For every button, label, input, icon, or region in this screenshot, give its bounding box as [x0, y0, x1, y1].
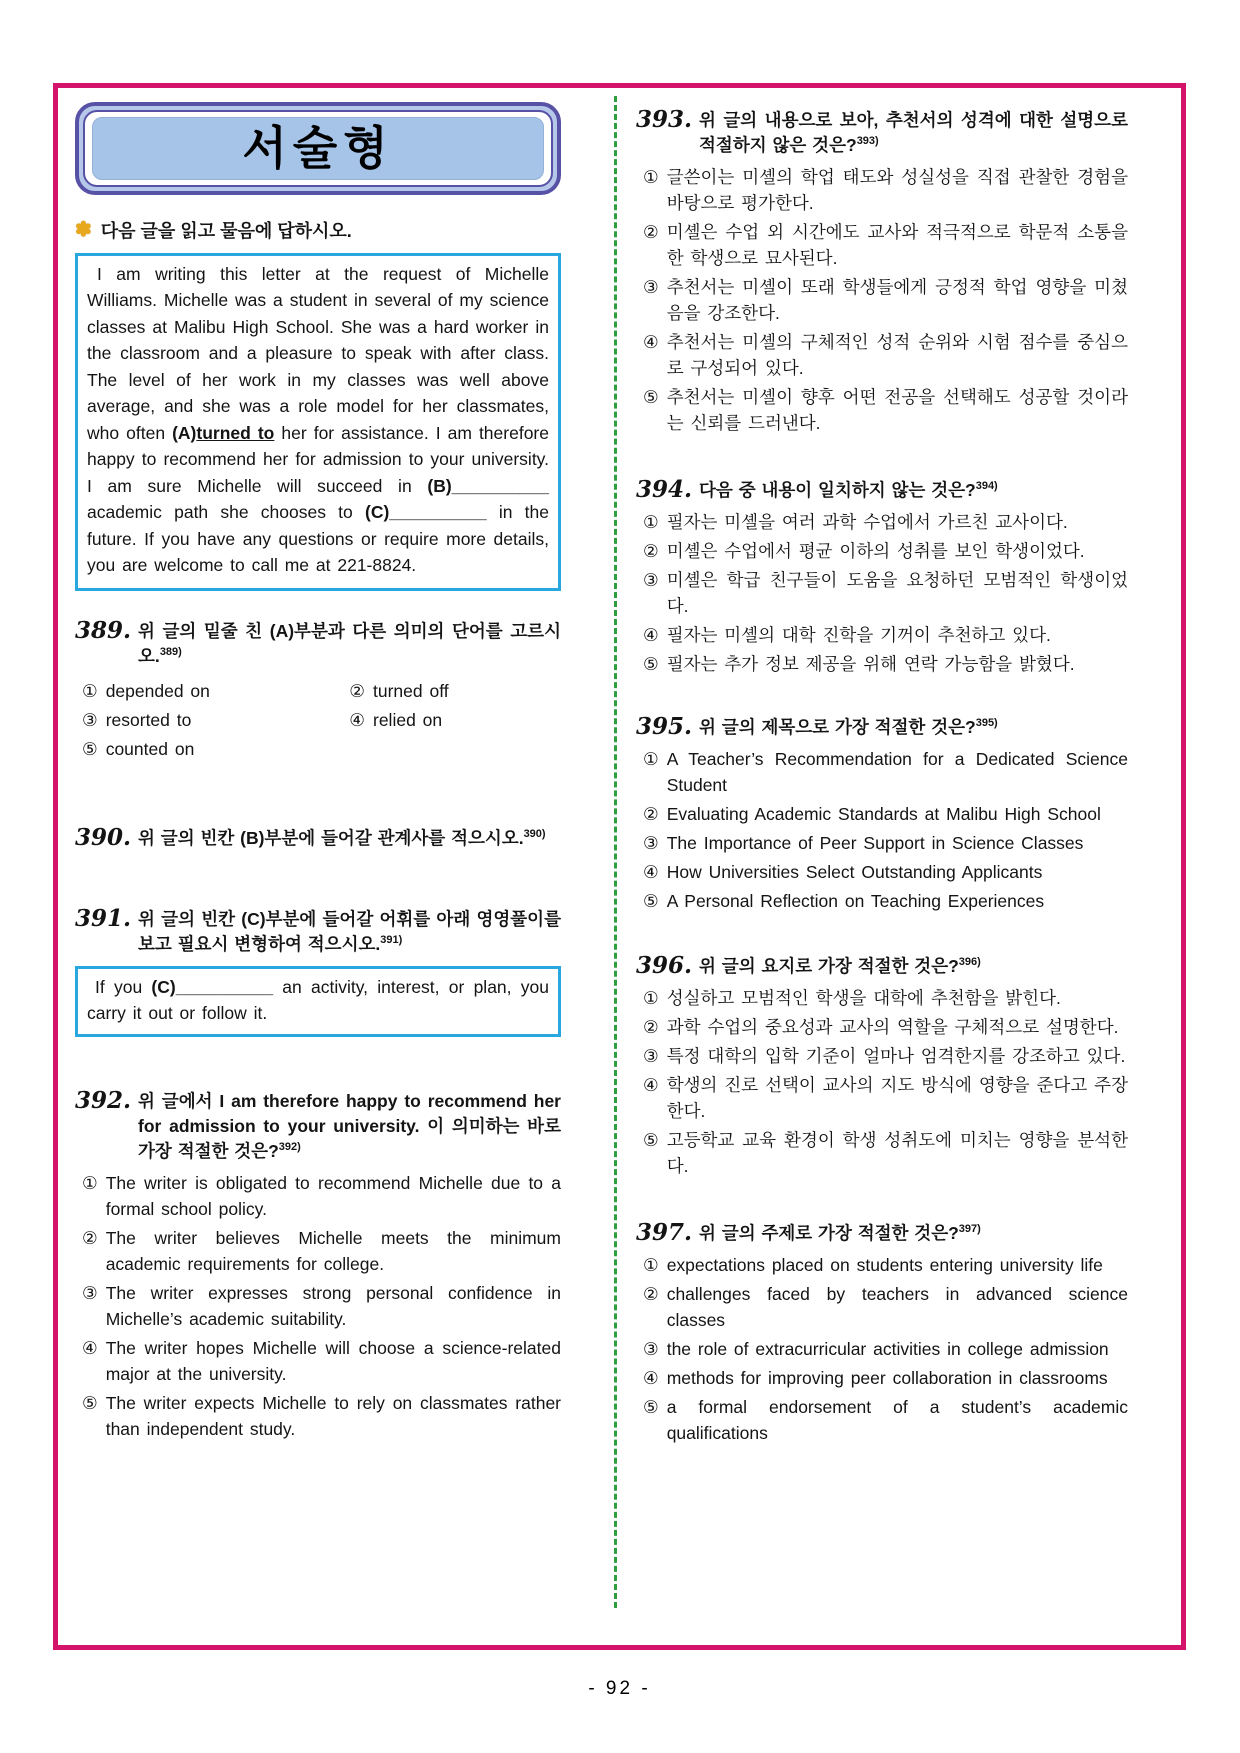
footnote-marker: 394) [975, 480, 998, 493]
option-marker: ④ [643, 862, 659, 882]
passage-box [75, 253, 561, 591]
option-marker: ① [82, 680, 98, 701]
option-text: 성실하고 모범적인 학생을 대학에 추천함을 밝힌다. [666, 988, 1061, 1008]
option-marker: ③ [643, 277, 659, 297]
question-q395 [636, 715, 1128, 914]
passage-text [87, 261, 549, 579]
option-item [636, 219, 1128, 271]
option-text: 미셸은 학급 친구들이 도움을 요청하던 모범적인 학생이었다. [666, 570, 1128, 616]
option-item [75, 707, 342, 733]
question-title: 위 글에서 I am therefore happy to recommend her for admission to your university. 이 의미하는 바로 가장 적절한 것은?$^{392)}$ [138, 1090, 561, 1161]
question-title: 위 글의 요지로 가장 적절한 것은?$^{396)}$ [699, 956, 981, 976]
option-marker: ② [643, 222, 659, 242]
option-marker: ③ [82, 1282, 98, 1303]
option-item [75, 1335, 561, 1387]
option-marker: ① [643, 988, 659, 1008]
option-item [636, 1014, 1128, 1040]
options-list [75, 675, 561, 762]
question-head [75, 823, 561, 851]
options-list [636, 1252, 1128, 1446]
section-title-banner-inner-ring [83, 110, 553, 187]
question-head [636, 954, 1128, 979]
option-item [636, 801, 1128, 827]
option-text: The writer expects Michelle to rely on classmates rather than independent study. [105, 1392, 561, 1439]
option-item [636, 509, 1128, 535]
option-text: resorted to [105, 709, 192, 730]
options-list [636, 985, 1128, 1179]
option-marker: ② [643, 1284, 659, 1304]
options-list [636, 164, 1128, 436]
option-marker: ⑤ [643, 387, 659, 407]
option-item [636, 651, 1128, 677]
option-marker: ② [643, 541, 659, 561]
option-item [75, 1280, 561, 1332]
option-item [342, 678, 561, 704]
text-run: turned to [196, 422, 275, 443]
option-item [75, 1225, 561, 1277]
question-number: 392. [75, 1086, 132, 1114]
question-title: 위 글의 밑줄 친 (A)부분과 다른 의미의 단어를 고르시오.$^{389)}$ [138, 620, 561, 666]
option-item [636, 1043, 1128, 1069]
question-number: 393. [636, 106, 693, 133]
right-questions-container [636, 108, 1128, 1446]
text-run: (C) [151, 976, 176, 997]
option-text: 미셸은 수업 외 시간에도 교사와 적극적으로 학문적 소통을 한 학생으로 묘사된다. [666, 222, 1128, 268]
option-text: How Universities Select Outstanding Applicants [666, 862, 1043, 882]
question-q391 [75, 904, 561, 1037]
text-run: __________ [389, 502, 487, 523]
question-head [636, 1221, 1128, 1246]
option-item [636, 888, 1128, 914]
question-number: 391. [75, 904, 132, 932]
option-item [636, 384, 1128, 436]
option-marker: ⑤ [82, 738, 98, 759]
option-text: expectations placed on students entering university life [666, 1255, 1103, 1275]
option-marker: ⑤ [82, 1392, 98, 1413]
option-marker: ④ [82, 1337, 98, 1358]
option-text: challenges faced by teachers in advanced science classes [666, 1284, 1128, 1330]
question-head [636, 108, 1128, 158]
question-head [75, 616, 561, 669]
option-text: counted on [105, 738, 195, 759]
option-marker: ③ [82, 709, 98, 730]
option-marker: ① [643, 1255, 659, 1275]
option-marker: ③ [643, 570, 659, 590]
option-marker: ④ [643, 625, 659, 645]
option-marker: ④ [643, 1368, 659, 1388]
option-marker: ④ [643, 1075, 659, 1095]
option-text: The Importance of Peer Support in Science Classes [666, 833, 1084, 853]
option-marker: ① [643, 512, 659, 532]
question-head [636, 715, 1128, 740]
question-q396 [636, 954, 1128, 1179]
option-text: turned off [373, 680, 449, 701]
question-head [75, 1086, 561, 1164]
option-marker: ③ [643, 1046, 659, 1066]
option-text: 필자는 미셸을 여러 과학 수업에서 가르친 교사이다. [666, 512, 1068, 532]
question-title: 위 글의 제목으로 가장 적절한 것은?$^{395)}$ [699, 717, 998, 737]
option-text: A Teacher’s Recommendation for a Dedicated Science Student [666, 749, 1128, 795]
option-marker: ⑤ [643, 1130, 659, 1150]
footnote-marker: 393) [856, 135, 879, 148]
left-column [75, 102, 561, 1442]
question-q393 [636, 108, 1128, 436]
option-text: The writer hopes Michelle will choose a science-related major at the university. [105, 1337, 561, 1384]
question-number: 397. [636, 1219, 693, 1246]
question-q390 [75, 823, 561, 851]
option-item [636, 622, 1128, 648]
option-marker: ⑤ [643, 654, 659, 674]
question-number: 389. [75, 616, 132, 644]
option-text: a formal endorsement of a student’s academic qualifications [666, 1397, 1128, 1443]
section-title-banner [75, 102, 561, 195]
definition-text [87, 974, 549, 1026]
option-text: 과학 수업의 중요성과 교사의 역할을 구체적으로 설명한다. [666, 1017, 1119, 1037]
option-text: relied on [373, 709, 443, 730]
question-number: 390. [75, 823, 132, 851]
text-run: (C) [365, 502, 390, 523]
option-marker: ③ [643, 833, 659, 853]
question-head [636, 478, 1128, 503]
option-marker: ⑤ [643, 891, 659, 911]
option-item [636, 830, 1128, 856]
footnote-marker: 390) [523, 827, 546, 840]
option-text: 고등학교 교육 환경이 학생 성취도에 미치는 영향을 분석한다. [666, 1130, 1128, 1176]
footnote-marker: 396) [958, 956, 981, 969]
option-item [636, 859, 1128, 885]
right-column [636, 102, 1128, 1446]
option-item [75, 678, 342, 704]
option-marker: ③ [643, 1339, 659, 1359]
question-title: 다음 중 내용이 일치하지 않는 것은?$^{394)}$ [699, 480, 998, 500]
option-item [636, 567, 1128, 619]
option-item [636, 329, 1128, 381]
question-title: 위 글의 빈칸 (B)부분에 들어갈 관계사를 적으시오.$^{390)}$ [138, 827, 546, 848]
option-item [636, 1394, 1128, 1446]
option-marker: ④ [643, 332, 659, 352]
option-text: The writer expresses strong personal confidence in Michelle’s academic suitability. [105, 1282, 561, 1329]
text-run: her for assistance. I am therefore happy to recommend her for admission to your university. I am sure Michelle will succeed in [87, 422, 549, 496]
footnote-marker: 392) [278, 1140, 301, 1153]
option-text: 필자는 미셸의 대학 진학을 기꺼이 추천하고 있다. [666, 625, 1051, 645]
footnote-marker: 389) [159, 645, 182, 658]
option-text: A Personal Reflection on Teaching Experiences [666, 891, 1045, 911]
options-list [75, 1170, 561, 1442]
option-marker: ② [349, 680, 365, 701]
question-q392 [75, 1086, 561, 1442]
left-questions-container [75, 616, 561, 1442]
option-item [636, 1252, 1128, 1278]
option-marker: ① [82, 1172, 98, 1193]
question-title: 위 글의 빈칸 (C)부분에 들어갈 어휘를 아래 영영풀이를 보고 필요시 변형하여 적으시오.$^{391)}$ [138, 908, 561, 954]
option-marker: ② [643, 804, 659, 824]
text-run: academic path she chooses to [87, 502, 365, 523]
option-item [75, 1170, 561, 1222]
question-number: 396. [636, 952, 693, 979]
text-run: (B) [427, 475, 452, 496]
option-marker: ① [643, 167, 659, 187]
question-head [75, 904, 561, 957]
option-text: 특정 대학의 입학 기준이 얼마나 엄격한지를 강조하고 있다. [666, 1046, 1126, 1066]
option-item [636, 746, 1128, 798]
question-q394 [636, 478, 1128, 677]
question-q397 [636, 1221, 1128, 1446]
option-item [636, 164, 1128, 216]
option-text: 학생의 진로 선택이 교사의 지도 방식에 영향을 준다고 주장한다. [666, 1075, 1128, 1121]
option-item [636, 985, 1128, 1011]
text-run: I am writing this letter at the request of Michelle Williams. Michelle was a student in several of my science classes at Malibu High School. She was a hard worker in the classroom and a pleasure to speak with after class. The level of her work in my classes was well above average, and she was a role model for her classmates, who often [87, 263, 549, 443]
option-item [636, 274, 1128, 326]
question-q389 [75, 616, 561, 762]
option-text: 추천서는 미셸의 구체적인 성적 순위와 시험 점수를 중심으로 구성되어 있다. [666, 332, 1128, 378]
option-marker: ⑤ [643, 1397, 659, 1417]
option-text: methods for improving peer collaboration in classrooms [666, 1368, 1108, 1388]
flower-icon: ✽ [75, 218, 92, 241]
option-item [636, 1336, 1128, 1362]
footnote-marker: 391) [380, 933, 403, 946]
question-title: 위 글의 내용으로 보아, 추천서의 성격에 대한 설명으로 적절하지 않은 것은?$^{393)}$ [699, 110, 1128, 155]
option-text: The writer is obligated to recommend Michelle due to a formal school policy. [105, 1172, 561, 1219]
text-run: __________ [175, 976, 274, 997]
option-marker: ① [643, 749, 659, 769]
option-text: 필자는 추가 정보 제공을 위해 연락 가능함을 밝혔다. [666, 654, 1075, 674]
text-run: in the future. If you have any questions or require more details, you are welcome to call me at 221-8824. [87, 502, 549, 576]
option-text: 추천서는 미셸이 또래 학생들에게 긍정적 학업 영향을 미쳤음을 강조한다. [666, 277, 1128, 323]
option-item [636, 1365, 1128, 1391]
page-frame [53, 83, 1186, 1650]
option-text: Evaluating Academic Standards at Malibu High School [666, 804, 1101, 824]
option-text: depended on [105, 680, 210, 701]
page-number: - 92 - [588, 1678, 651, 1699]
section-title: 서술형 [92, 117, 544, 180]
option-item [342, 707, 561, 733]
option-text: 미셸은 수업에서 평균 이하의 성취를 보인 학생이었다. [666, 541, 1085, 561]
instruction-text: 다음 글을 읽고 물음에 답하시오. [100, 220, 352, 241]
column-divider [614, 96, 617, 1608]
option-item [75, 1390, 561, 1442]
option-item [636, 1281, 1128, 1333]
option-marker: ② [643, 1017, 659, 1037]
question-title: 위 글의 주제로 가장 적절한 것은?$^{397)}$ [699, 1223, 981, 1243]
option-item [636, 1072, 1128, 1124]
text-run: (A) [172, 422, 197, 443]
footnote-marker: 397) [958, 1223, 981, 1236]
option-marker: ④ [349, 709, 365, 730]
question-number: 395. [636, 713, 693, 740]
definition-box [75, 966, 561, 1037]
option-text: The writer believes Michelle meets the minimum academic requirements for college. [105, 1227, 561, 1274]
option-item [636, 538, 1128, 564]
text-run: If you [95, 976, 152, 997]
options-list [636, 509, 1128, 677]
options-list [636, 746, 1128, 914]
text-run: __________ [451, 475, 549, 496]
option-item [75, 736, 342, 762]
question-number: 394. [636, 476, 693, 503]
option-text: 추천서는 미셸이 향후 어떤 전공을 선택해도 성공할 것이라는 신뢰를 드러낸다. [666, 387, 1128, 433]
option-text: the role of extracurricular activities in college admission [666, 1339, 1109, 1359]
instruction-row [75, 217, 561, 243]
option-item [636, 1127, 1128, 1179]
option-text: 글쓴이는 미셸의 학업 태도와 성실성을 직접 관찰한 경험을 바탕으로 평가한다. [666, 167, 1128, 213]
option-marker: ② [82, 1227, 98, 1248]
text-run: an activity, interest, or plan, you carry it out or follow it. [87, 976, 549, 1023]
footnote-marker: 395) [975, 717, 998, 730]
